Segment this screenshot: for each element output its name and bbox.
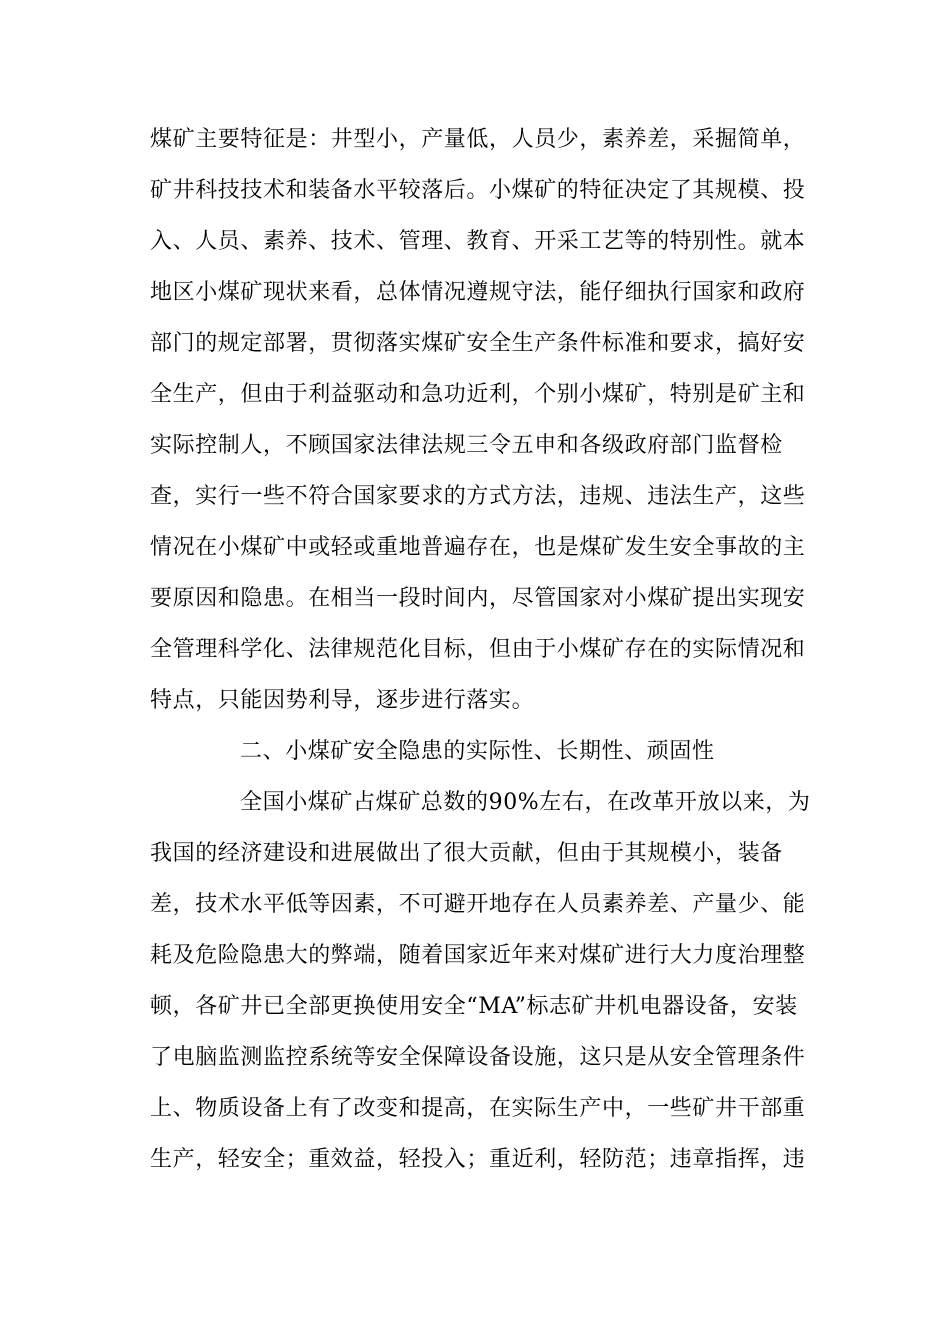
paragraph-line: 我国的经济建设和进展做出了很大贡献，但由于其规模小，装备: [150, 841, 783, 866]
paragraph-line: 地区小煤矿现状来看，总体情况遵规守法，能仔细执行国家和政府: [150, 280, 806, 305]
paragraph-line: 顿，各矿井已全部更换使用安全“MA”标志矿井机电器设备，安装: [150, 994, 798, 1019]
paragraph-line: 情况在小煤矿中或轻或重地普遍存在，也是煤矿发生安全事故的主: [150, 535, 806, 560]
paragraph-line: 全国小煤矿占煤矿总数的90%左右，在改革开放以来，为: [240, 790, 811, 815]
paragraph-line: 要原因和隐患。在相当一段时间内，尽管国家对小煤矿提出实现安: [150, 586, 806, 611]
paragraph-line: 上、物质设备上有了改变和提高，在实际生产中，一些矿井干部重: [150, 1096, 806, 1121]
paragraph-line: 耗及危险隐患大的弊端，随着国家近年来对煤矿进行大力度治理整: [150, 943, 806, 968]
paragraph-line: 煤矿主要特征是：井型小，产量低，人员少，素养差，采掘简单，: [150, 127, 806, 152]
paragraph-line: 特点，只能因势利导，逐步进行落实。: [150, 688, 535, 713]
paragraph-line: 部门的规定部署，贯彻落实煤矿安全生产条件标准和要求，搞好安: [150, 331, 806, 356]
paragraph-line: 矿井科技技术和装备水平较落后。小煤矿的特征决定了其规模、投: [150, 178, 806, 203]
section-heading: 二、小煤矿安全隐患的实际性、长期性、顽固性: [240, 739, 715, 764]
paragraph-line: 查，实行一些不符合国家要求的方式方法，违规、违法生产，这些: [150, 484, 806, 509]
paragraph-line: 了电脑监测监控系统等安全保障设备设施，这只是从安全管理条件: [150, 1045, 806, 1070]
paragraph-line: 生产，轻安全；重效益，轻投入；重近利，轻防范；违章指挥，违: [150, 1147, 806, 1172]
paragraph-line: 差，技术水平低等因素，不可避开地存在人员素养差、产量少、能: [150, 892, 806, 917]
paragraph-line: 全生产，但由于利益驱动和急功近利，个别小煤矿，特别是矿主和: [150, 382, 806, 407]
paragraph-line: 实际控制人，不顾国家法律法规三令五申和各级政府部门监督检: [150, 433, 783, 458]
paragraph-line: 全管理科学化、法律规范化目标，但由于小煤矿存在的实际情况和: [150, 637, 806, 662]
paragraph-line: 入、人员、素养、技术、管理、教育、开采工艺等的特别性。就本: [150, 229, 806, 254]
